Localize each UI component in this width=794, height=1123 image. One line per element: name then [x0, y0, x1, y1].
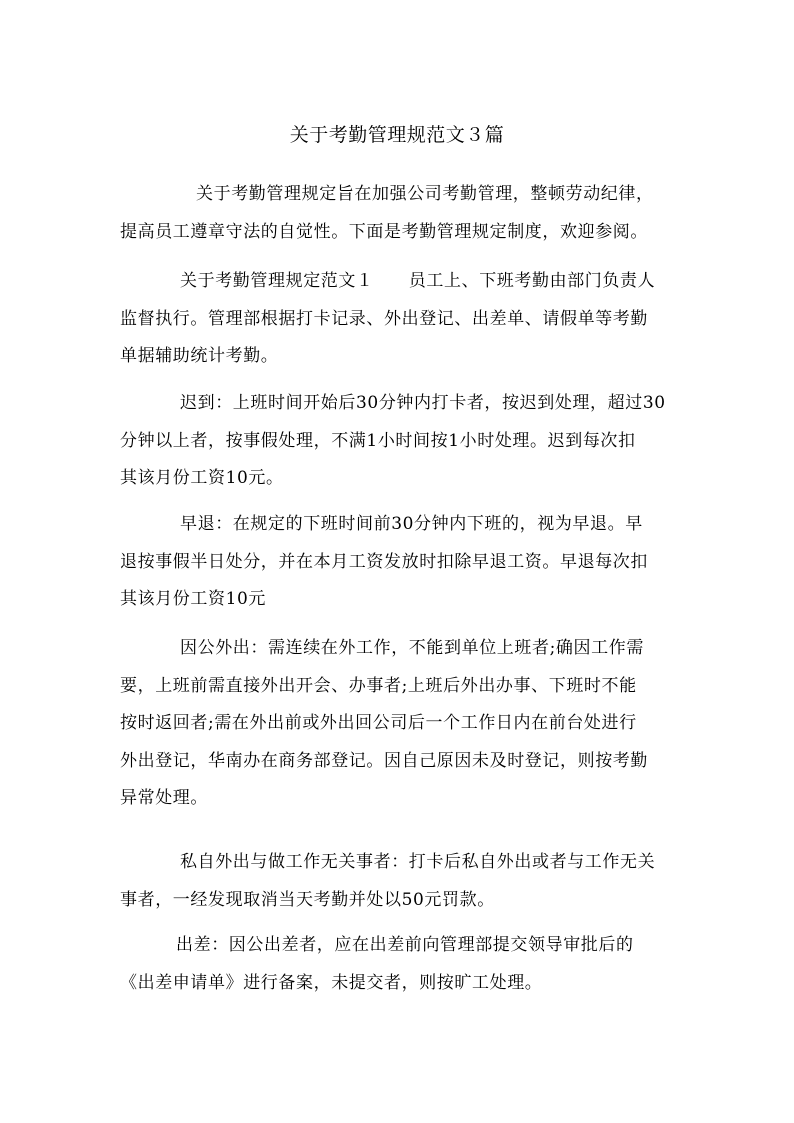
text-line: 提高员工遵章守法的自觉性。下面是考勤管理规定制度，欢迎参阅。 — [120, 221, 648, 242]
paragraph-business-trip — [120, 927, 680, 1002]
text-line: 监督执行。管理部根据打卡记录、外出登记、出差单、请假单等考勤 — [120, 308, 648, 329]
text-line: 按时返回者;需在外出前或外出回公司后一个工作日内在前台处进行 — [120, 713, 637, 733]
text-line: 其该月份工资10元 — [120, 589, 267, 609]
text-line: 出差：因公出差者，应在出差前向管理部提交领导审批后的 — [176, 935, 634, 955]
paragraph-late — [120, 385, 680, 498]
paragraph-private-out — [120, 844, 680, 919]
text-line: 要，上班前需直接外出开会、办事者;上班后外出办事、下班时不能 — [120, 675, 637, 696]
text-line: 因公外出：需连续在外工作，不能到单位上班者;确因工作需 — [180, 638, 644, 658]
paragraph-intro — [120, 176, 680, 251]
text-line: 退按事假半日处分，并在本月工资发放时扣除早退工资。早退每次扣 — [120, 551, 648, 572]
text-line: 关于考勤管理规定范文１ 员工上、下班考勤由部门负责人 — [180, 271, 656, 291]
document-title: 关于考勤管理规范文３篇 — [289, 124, 505, 146]
text-line: 关于考勤管理规定旨在加强公司考勤管理，整顿劳动纪律， — [196, 184, 654, 204]
paragraph-business-out — [120, 630, 680, 818]
text-line: 《出差申请单》进行备案，未提交者，则按旷工处理。 — [120, 972, 543, 993]
text-line: 其该月份工资10元。 — [120, 468, 284, 488]
text-line: 异常处理。 — [120, 788, 208, 808]
text-line: 事者，一经发现取消当天考勤并处以50元罚款。 — [120, 889, 495, 910]
text-line: 分钟以上者，按事假处理，不满1小时间按1小时处理。迟到每次扣 — [120, 430, 636, 451]
paragraph-section-1 — [120, 263, 680, 376]
text-line: 外出登记，华南办在商务部登记。因自己原因未及时登记，则按考勤 — [120, 750, 648, 771]
text-line: 单据辅助统计考勤。 — [120, 346, 279, 366]
text-line: 迟到：上班时间开始后30分钟内打卡者，按迟到处理，超过30 — [180, 393, 666, 413]
text-line: 私自外出与做工作无关事者：打卡后私自外出或者与工作无关 — [180, 852, 656, 872]
text-line: 早退：在规定的下班时间前30分钟内下班的，视为早退。早 — [180, 514, 643, 534]
paragraph-early-leave — [120, 506, 680, 619]
